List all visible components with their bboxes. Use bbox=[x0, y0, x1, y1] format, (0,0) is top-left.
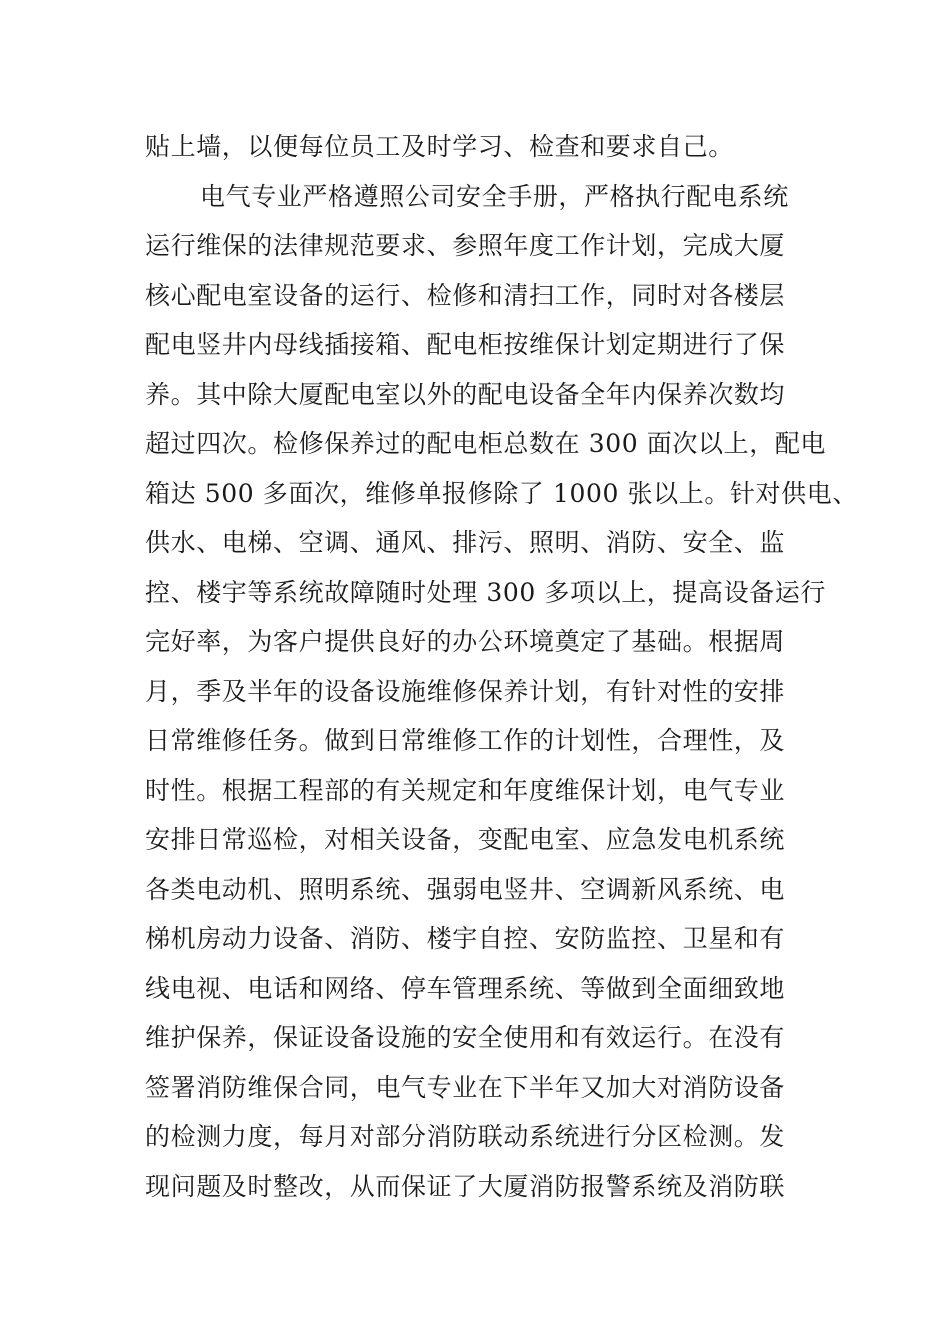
text-line: 安排日常巡检，对相关设备，变配电室、应急发电机系统 bbox=[145, 825, 786, 854]
text-line: 的检测力度，每月对部分消防联动系统进行分区检测。发 bbox=[145, 1122, 786, 1151]
text-line: 日常维修任务。做到日常维修工作的计划性，合理性，及 bbox=[145, 726, 786, 755]
text-line: 配电竖井内母线插接箱、配电柜按维保计划定期进行了保 bbox=[145, 330, 786, 359]
text-line: 超过四次。检修保养过的配电柜总数在 300 面次以上，配电 bbox=[145, 429, 827, 458]
text-line: 月，季及半年的设备设施维修保养计划，有针对性的安排 bbox=[145, 676, 786, 706]
text-line: 维护保养，保证设备设施的安全使用和有效运行。在没有 bbox=[145, 1023, 786, 1052]
text-line: 签署消防维保合同，电气专业在下半年又加大对消防设备 bbox=[145, 1072, 786, 1102]
text-line: 贴上墙，以便每位员工及时学习、检查和要求自己。 bbox=[145, 132, 734, 161]
text-line: 线电视、电话和网络、停车管理系统、等做到全面细致地 bbox=[145, 973, 786, 1003]
text-line: 供水、电梯、空调、通风、排污、照明、消防、安全、监 bbox=[145, 528, 786, 557]
text-line: 箱达 500 多面次，维修单报修除了 1000 张以上。针对供电、 bbox=[145, 478, 858, 508]
paragraph-first-line: 电气专业严格遵照公司安全手册，严格执行配电系统 bbox=[200, 181, 789, 211]
text-line: 各类电动机、照明系统、强弱电竖井、空调新风系统、电 bbox=[145, 874, 786, 904]
text-line: 核心配电室设备的运行、检修和清扫工作，同时对各楼层 bbox=[145, 280, 786, 310]
text-line: 现问题及时整改，从而保证了大厦消防报警系统及消防联 bbox=[145, 1171, 786, 1201]
text-line: 时性。根据工程部的有关规定和年度维保计划，电气专业 bbox=[145, 775, 786, 805]
text-line: 养。其中除大厦配电室以外的配电设备全年内保养次数均 bbox=[145, 379, 786, 409]
text-line: 完好率，为客户提供良好的办公环境奠定了基础。根据周 bbox=[145, 627, 786, 656]
text-line: 控、楼宇等系统故障随时处理 300 多项以上，提高设备运行 bbox=[145, 577, 827, 607]
body-text bbox=[145, 122, 858, 1211]
text-line: 运行维保的法律规范要求、参照年度工作计划，完成大厦 bbox=[145, 231, 786, 260]
text-line: 梯机房动力设备、消防、楼宇自控、安防监控、卫星和有 bbox=[145, 924, 786, 953]
